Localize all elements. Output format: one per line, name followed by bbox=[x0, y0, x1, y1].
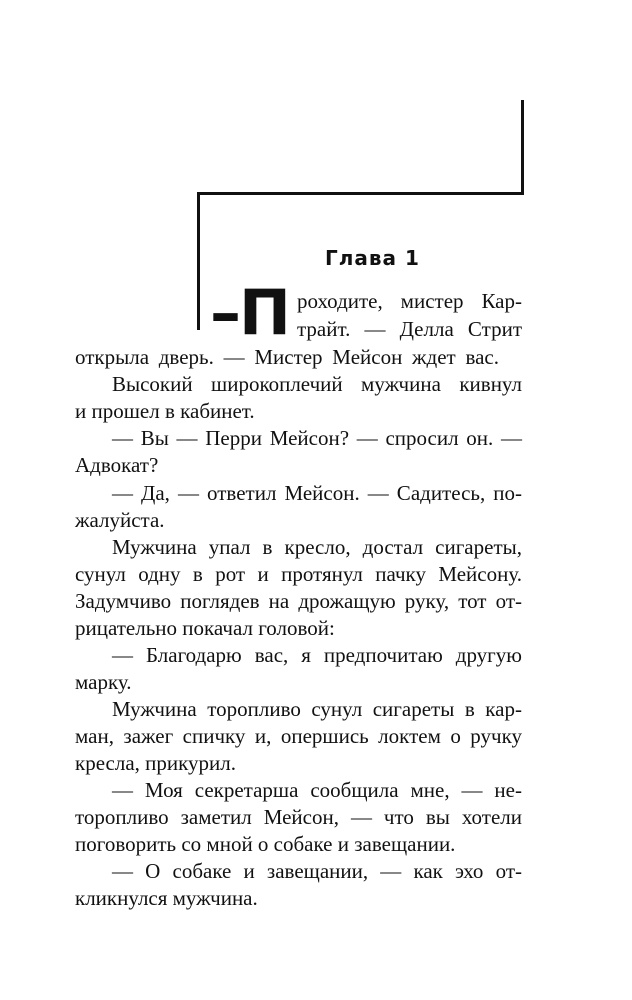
chapter-frame-line bbox=[197, 192, 200, 330]
drop-cap: –П bbox=[210, 276, 289, 349]
text-line: сунул одну в рот и протянул пачку Мейсону. bbox=[75, 562, 522, 586]
text-line: Высокий широкоплечий мужчина кивнул bbox=[112, 372, 522, 396]
text-line: открыла дверь. — Мистер Мейсон ждет вас. bbox=[75, 345, 499, 369]
text-line: роходите, мистер Кар- bbox=[297, 289, 522, 313]
text-line: кликнулся мужчина. bbox=[75, 886, 258, 910]
text-line: кресла, прикурил. bbox=[75, 751, 237, 775]
text-line: — Благодарю вас, я предпочитаю другую bbox=[112, 643, 522, 667]
text-line: и прошел в кабинет. bbox=[75, 399, 255, 423]
text-line: жалуйста. bbox=[75, 508, 165, 532]
chapter-frame-line bbox=[521, 100, 524, 194]
text-line: поговорить со мной о собаке и завещании. bbox=[75, 832, 456, 856]
text-line: — Вы — Перри Мейсон? — спросил он. — bbox=[112, 426, 522, 450]
text-line: ман, зажег спичку и, опершись локтем о ручку bbox=[75, 724, 522, 748]
text-line: рицательно покачал головой: bbox=[75, 616, 335, 640]
text-line: Мужчина торопливо сунул сигареты в кар- bbox=[112, 697, 522, 721]
text-line: — Да, — ответил Мейсон. — Садитесь, по- bbox=[112, 481, 522, 505]
text-line: — О собаке и завещании, — как эхо от- bbox=[112, 859, 522, 883]
text-line: марку. bbox=[75, 670, 132, 694]
text-line: Мужчина упал в кресло, достал сигареты, bbox=[112, 535, 522, 559]
text-line: торопливо заметил Мейсон, — что вы хотели bbox=[75, 805, 522, 829]
chapter-frame-line bbox=[197, 192, 524, 195]
chapter-title: Глава 1 bbox=[325, 246, 420, 270]
text-line: Адвокат? bbox=[75, 453, 159, 477]
text-line: трайт. — Делла Стрит bbox=[297, 317, 522, 341]
text-line: Задумчиво поглядев на дрожащую руку, тот от- bbox=[75, 589, 522, 613]
text-line: — Моя секретарша сообщила мне, — не- bbox=[112, 778, 522, 802]
